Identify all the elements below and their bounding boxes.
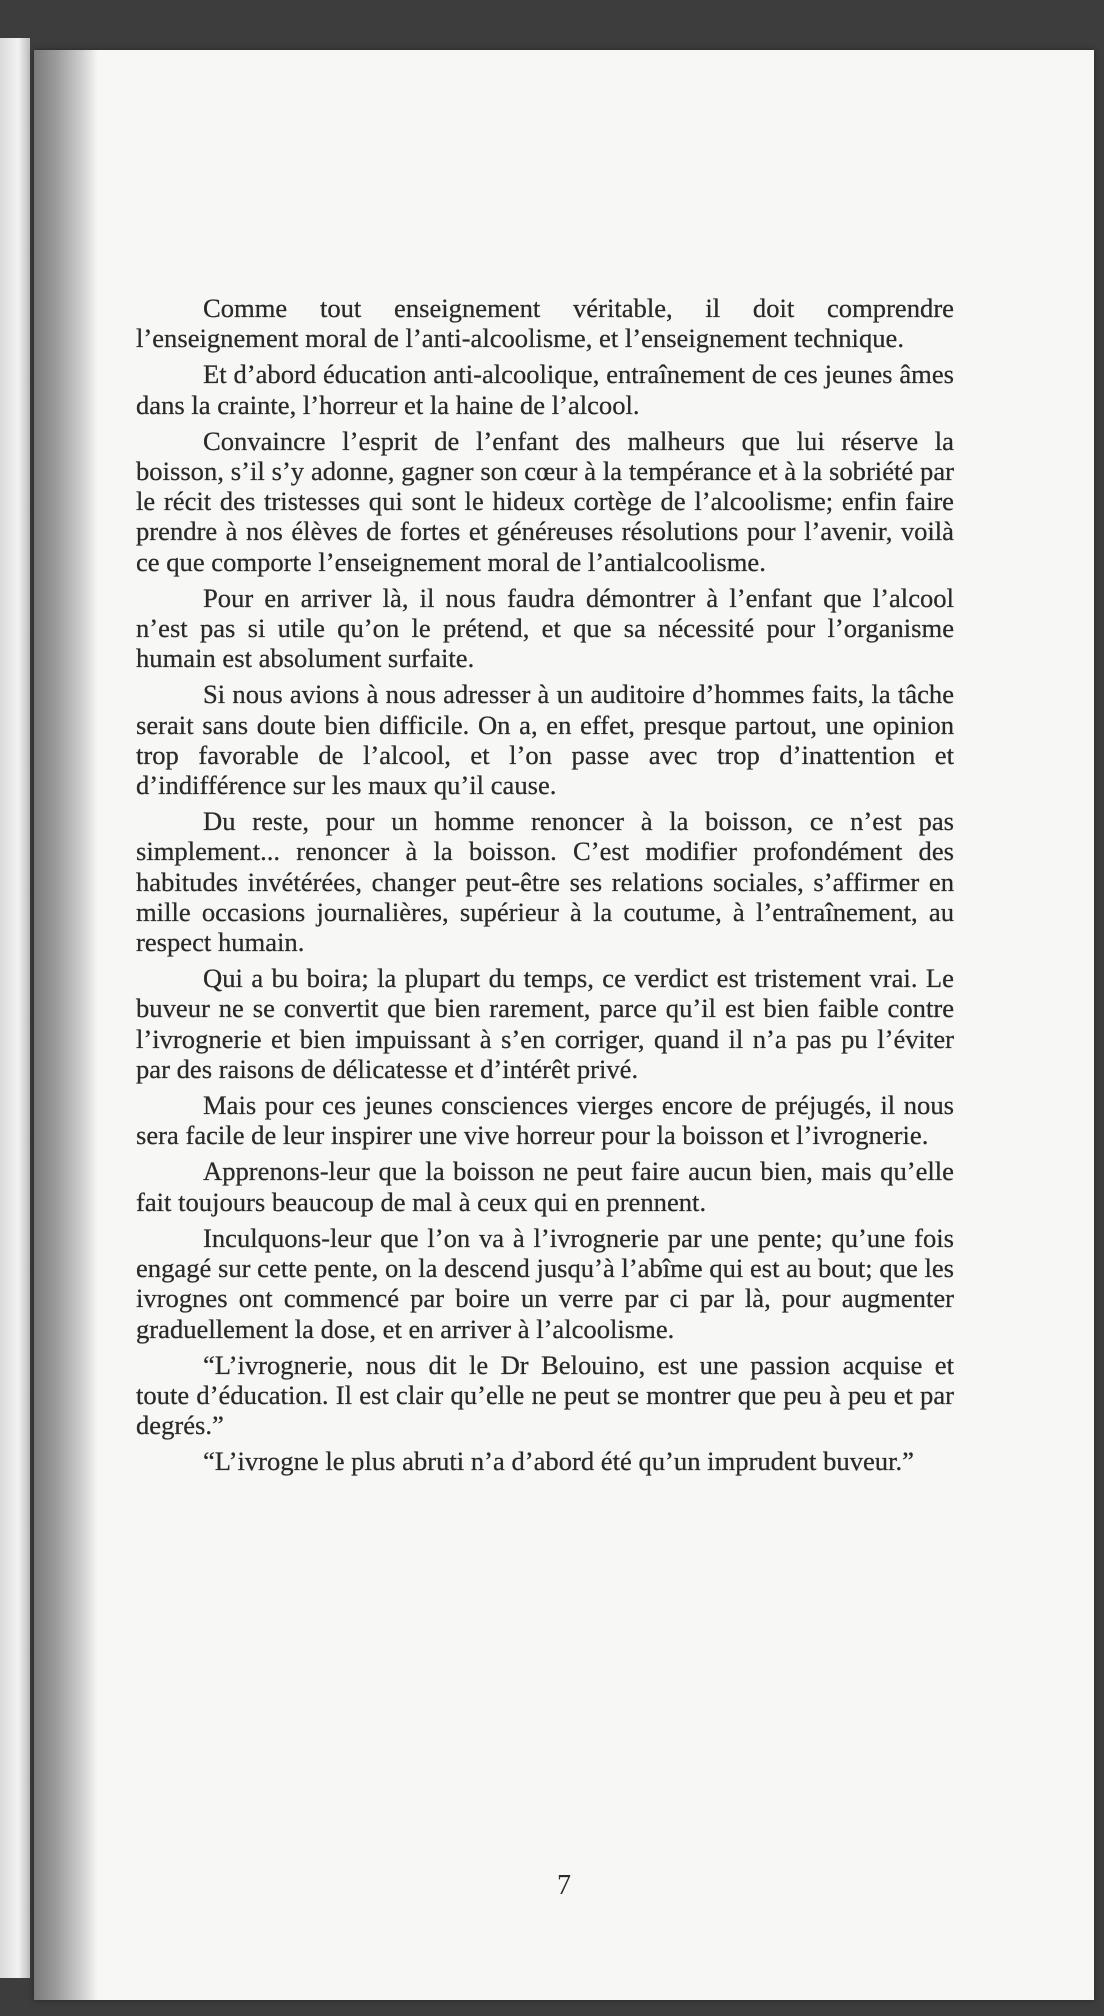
paragraph: Du reste, pour un homme renoncer à la boisson, ce n’est pas simplement... renoncer à la boisson. C’est modifier profondément des habitudes invétérées, changer peut-être ses relations sociales, s’affirmer en mille occasions journalières, supérieur à la coutume, à l’entraînement, au respect humain. [136, 806, 954, 958]
paragraph: Comme tout enseignement véritable, il doit comprendre l’enseignement moral de l’anti-alcoolisme, et l’enseignement technique. [136, 293, 954, 354]
paragraph: Convaincre l’esprit de l’enfant des malheurs que lui réserve la boisson, s’il s’y adonne, gagner son cœur à la tempérance et à la sobriété par le récit des tristesses qui sont le hideux cortège de l’alcoolisme; enfin faire prendre à nos élèves de fortes et généreuses résolutions pour l’avenir, voilà ce que comporte l’enseignement moral de l’antialcoolisme. [136, 425, 954, 577]
paragraph: Si nous avions à nous adresser à un auditoire d’hommes faits, la tâche serait sans doute bien difficile. On a, en effet, presque partout, une opinion trop favorable de l’alcool, et l’on passe avec trop d’inattention et d’indifférence sur les maux qu’il cause. [136, 679, 954, 801]
paragraph: Mais pour ces jeunes consciences vierges encore de préjugés, il nous sera facile de leur inspirer une vive horreur pour la boisson et l’ivrognerie. [136, 1090, 954, 1151]
page-number: 7 [557, 1870, 571, 1901]
body-text [136, 293, 954, 1483]
paragraph: Apprenons-leur que la boisson ne peut faire aucun bien, mais qu’elle fait toujours beaucoup de mal à ceux qui en prennent. [136, 1156, 954, 1217]
book-page [34, 50, 1094, 2000]
paragraph: Qui a bu boira; la plupart du temps, ce verdict est tristement vrai. Le buveur ne se convertit que bien rarement, parce qu’il est bien faible contre l’ivrognerie et bien impuissant à s’en corriger, quand il n’a pas pu l’éviter par des raisons de délicatesse et d’intérêt privé. [136, 963, 954, 1084]
paragraph: Pour en arriver là, il nous faudra démontrer à l’enfant que l’alcool n’est pas si utile qu’on le prétend, et que sa nécessité pour l’organisme humain est absolument surfaite. [136, 582, 954, 674]
paragraph: “L’ivrognerie, nous dit le Dr Belouino, est une passion acquise et toute d’éducation. Il est clair qu’elle ne peut se montrer que peu à peu et par degrés.” [136, 1349, 954, 1441]
gutter-shadow [34, 50, 98, 2000]
paragraph: Et d’abord éducation anti-alcoolique, entraînement de ces jeunes âmes dans la crainte, l’horreur et la haine de l’alcool. [136, 359, 954, 420]
paragraph: Inculquons-leur que l’on va à l’ivrognerie par une pente; qu’une fois engagé sur cette pente, on la descend jusqu’à l’abîme qui est au bout; que les ivrognes ont commencé par boire un verre par ci par là, pour augmenter graduellement la dose, et en arriver à l’alcoolisme. [136, 1222, 954, 1344]
previous-page-edge [0, 38, 30, 1978]
paragraph: “L’ivrogne le plus abruti n’a d’abord été qu’un imprudent buveur.” [203, 1446, 914, 1477]
